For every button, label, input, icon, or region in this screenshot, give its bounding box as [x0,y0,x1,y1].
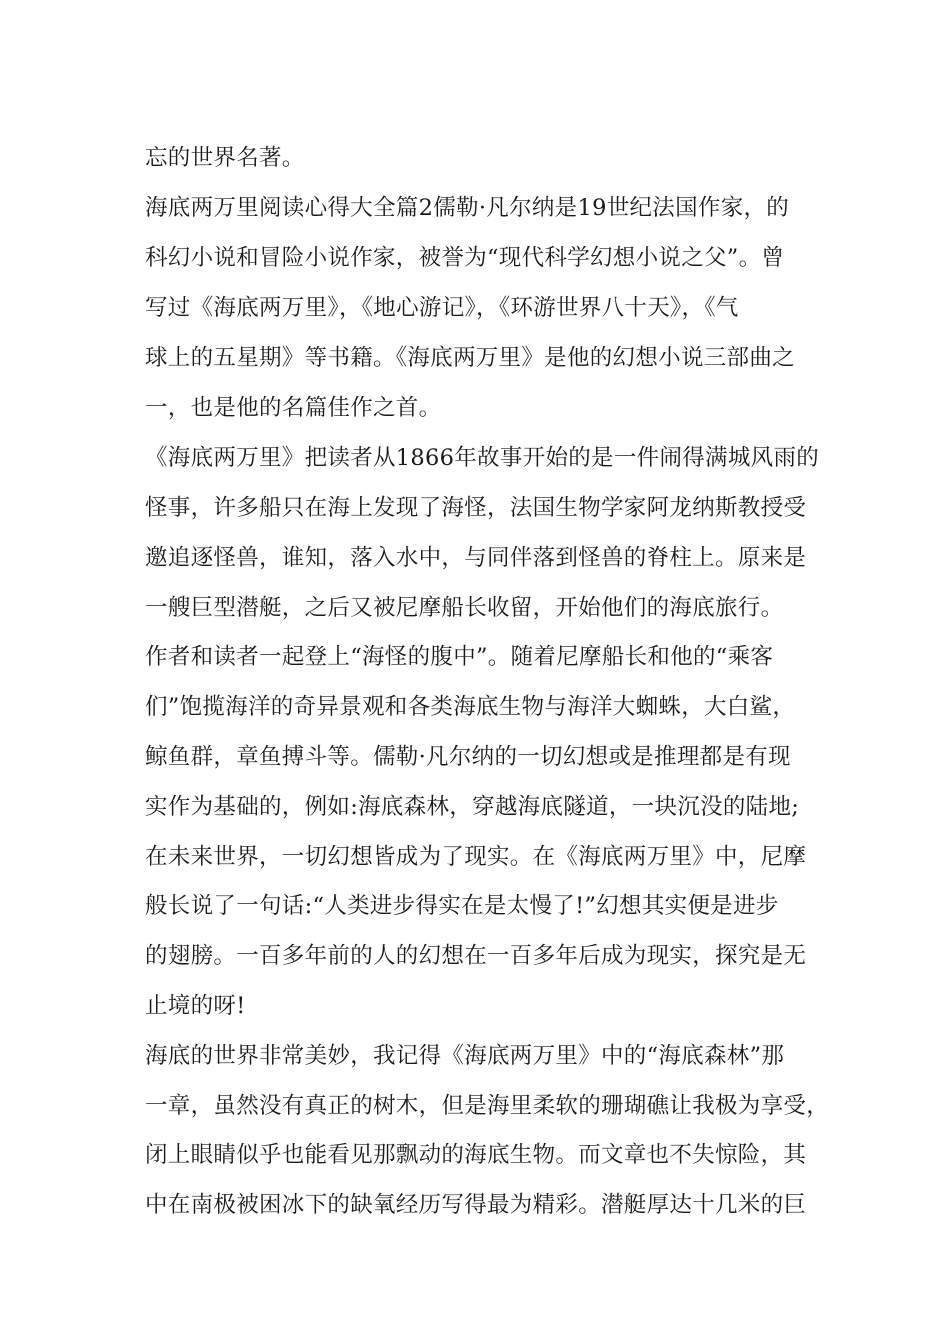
text-line: 海底两万里阅读心得大全篇2儒勒·凡尔纳是19世纪法国作家，的 [145,195,790,221]
text-line: 写过《海底两万里》，《地心游记》，《环游世界八十天》，《气 [145,295,739,321]
text-line: 海底的世界非常美妙，我记得《海底两万里》中的“海底森林”那 [145,1043,785,1069]
text-line: 作者和读者一起登上“海怪的腹中”。随着尼摩船长和他的“乘客 [145,644,774,670]
text-line: 般长说了一句话:“人类进步得实在是太慢了!”幻想其实便是进步 [145,893,779,919]
text-line: 忘的世界名著。 [145,145,305,171]
text-line: 怪事，许多船只在海上发现了海怪，法国生物学家阿龙纳斯教授受 [145,495,807,521]
text-line: 科幻小说和冒险小说作家，被誉为“现代科学幻想小说之父”。曾 [145,245,785,271]
text-line: 鲸鱼群，章鱼搏斗等。儒勒·凡尔纳的一切幻想或是推理都是有现 [145,744,791,770]
text-line: 中在南极被困冰下的缺氧经历写得最为精彩。潜艇厚达十几米的巨 [145,1192,807,1218]
text-line: 实作为基础的，例如:海底森林，穿越海底隧道，一块沉没的陆地; [145,794,800,820]
text-line: 们”饱揽海洋的奇异景观和各类海底生物与海洋大蜘蛛，大白鲨， [145,694,796,720]
text-line: 止境的呀! [145,993,246,1019]
text-line: 的翅膀。一百多年前的人的幻想在一百多年后成为现实，探究是无 [145,943,807,969]
text-line: 一章，虽然没有真正的树木，但是海里柔软的珊瑚礁让我极为享受， [145,1093,830,1119]
text-line: 球上的五星期》等书籍。《海底两万里》是他的幻想小说三部曲之 [145,345,795,371]
text-line: 在未来世界，一切幻想皆成为了现实。在《海底两万里》中，尼摩 [145,844,807,870]
text-line: 闭上眼睛似乎也能看见那飘动的海底生物。而文章也不失惊险，其 [145,1142,807,1168]
text-line: 《海底两万里》把读者从1866年故事开始的是一件闹得满城风雨的 [145,445,820,471]
text-line: 一艘巨型潜艇，之后又被尼摩船长收留，开始他们的海底旅行。 [145,595,784,621]
text-line: 邀追逐怪兽，谁知，落入水中，与同伴落到怪兽的脊柱上。原来是 [145,545,807,571]
text-line: 一，也是他的名篇佳作之首。 [145,395,442,421]
